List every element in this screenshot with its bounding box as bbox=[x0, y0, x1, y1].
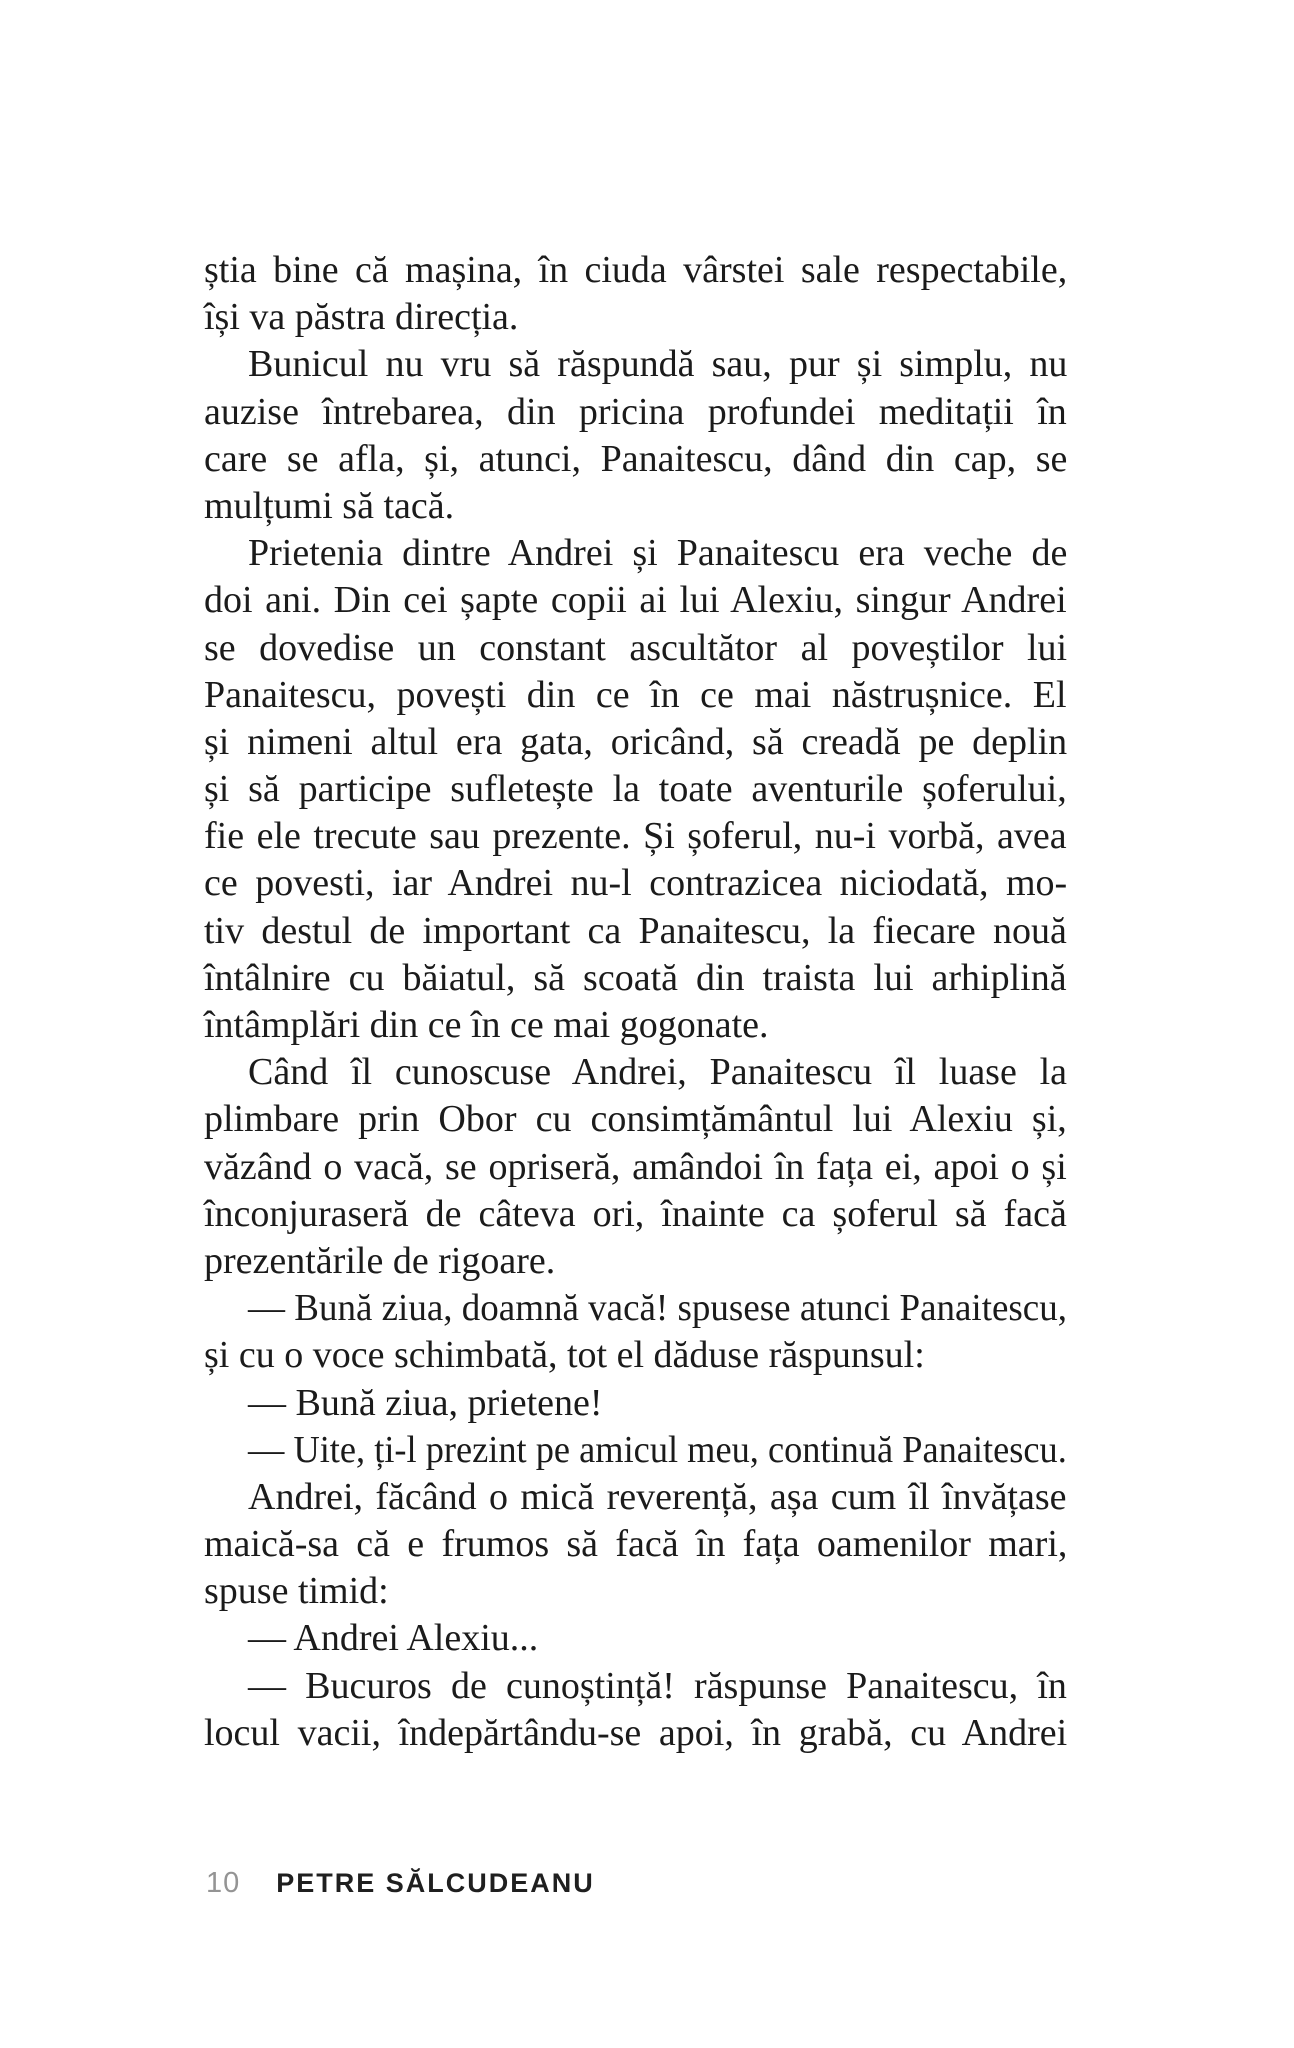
text-line: — Andrei Alexiu... bbox=[248, 1617, 539, 1660]
text-line: Prietenia dintre Andrei și Panaitescu era veche de bbox=[248, 532, 1068, 575]
page-footer bbox=[206, 1869, 595, 1898]
text-line: spuse timid: bbox=[204, 1570, 389, 1613]
text-line: — Bună ziua, prietene! bbox=[248, 1381, 603, 1424]
text-line: tiv destul de important ca Panaitescu, la fiecare nouă bbox=[204, 909, 1067, 952]
text-line: Panaitescu, povești din ce în ce mai năstrușnice. El bbox=[204, 673, 1067, 716]
text-line: ce povesti, iar Andrei nu-l contrazicea niciodată, mo- bbox=[204, 862, 1068, 905]
text-line: înconjuraseră de câteva ori, înainte ca șoferul să facă bbox=[204, 1192, 1067, 1235]
text-line: — Bună ziua, doamnă vacă! spusese atunci Panaitescu, bbox=[248, 1287, 1067, 1330]
text-line: care se afla, și, atunci, Panaitescu, dând din cap, se bbox=[204, 437, 1068, 480]
text-line: prezentările de rigoare. bbox=[204, 1239, 556, 1282]
text-line: știa bine că mașina, în ciuda vârstei sale respectabile, bbox=[204, 249, 1068, 291]
text-line: își va păstra direcția. bbox=[204, 296, 519, 339]
text-line: — Uite, ți-l prezint pe amicul meu, continuă Panaitescu. bbox=[248, 1428, 1067, 1471]
author-running-footer: PETRE SĂLCUDEANU bbox=[276, 1868, 595, 1898]
page-number: 10 bbox=[206, 1867, 241, 1899]
text-line: maică-sa că e frumos să facă în fața oamenilor mari, bbox=[204, 1523, 1068, 1566]
text-line: auzise întrebarea, din pricina profundei meditații în bbox=[204, 390, 1067, 433]
text-line: întâmplări din ce în ce mai gogonate. bbox=[204, 1004, 769, 1046]
text-line: doi ani. Din cei șapte copii ai lui Alexiu, singur Andrei bbox=[204, 579, 1067, 622]
text-line: întâlnire cu băiatul, să scoată din traista lui arhiplină bbox=[204, 956, 1067, 999]
text-line: Când îl cunoscuse Andrei, Panaitescu îl luase la bbox=[248, 1051, 1068, 1094]
text-line: locul vacii, îndepărtându-se apoi, în grabă, cu Andrei bbox=[204, 1711, 1068, 1754]
body-text bbox=[204, 247, 1067, 1757]
text-line: și să participe sufletește la toate aventurile șoferului, bbox=[204, 768, 1067, 811]
text-line: se dovedise un constant ascultător al poveștilor lui bbox=[204, 626, 1068, 669]
text-line: mulțumi să tacă. bbox=[204, 484, 455, 527]
text-line: plimbare prin Obor cu consimțământul lui Alexiu și, bbox=[204, 1098, 1067, 1141]
text-line: — Bucuros de cunoștință! răspunse Panaitescu, în bbox=[248, 1664, 1067, 1707]
text-line: și nimeni altul era gata, oricând, să creadă pe deplin bbox=[204, 720, 1068, 763]
text-line: Andrei, făcând o mică reverență, așa cum îl învățase bbox=[248, 1475, 1067, 1518]
text-line: văzând o vacă, se opriseră, amândoi în fața ei, apoi o și bbox=[204, 1145, 1067, 1188]
text-line: Bunicul nu vru să răspundă sau, pur și simplu, nu bbox=[248, 343, 1068, 386]
text-line: fie ele trecute sau prezente. Și șoferul, nu-i vorbă, avea bbox=[204, 815, 1067, 858]
text-line: și cu o voce schimbată, tot el dăduse răspunsul: bbox=[204, 1334, 925, 1377]
